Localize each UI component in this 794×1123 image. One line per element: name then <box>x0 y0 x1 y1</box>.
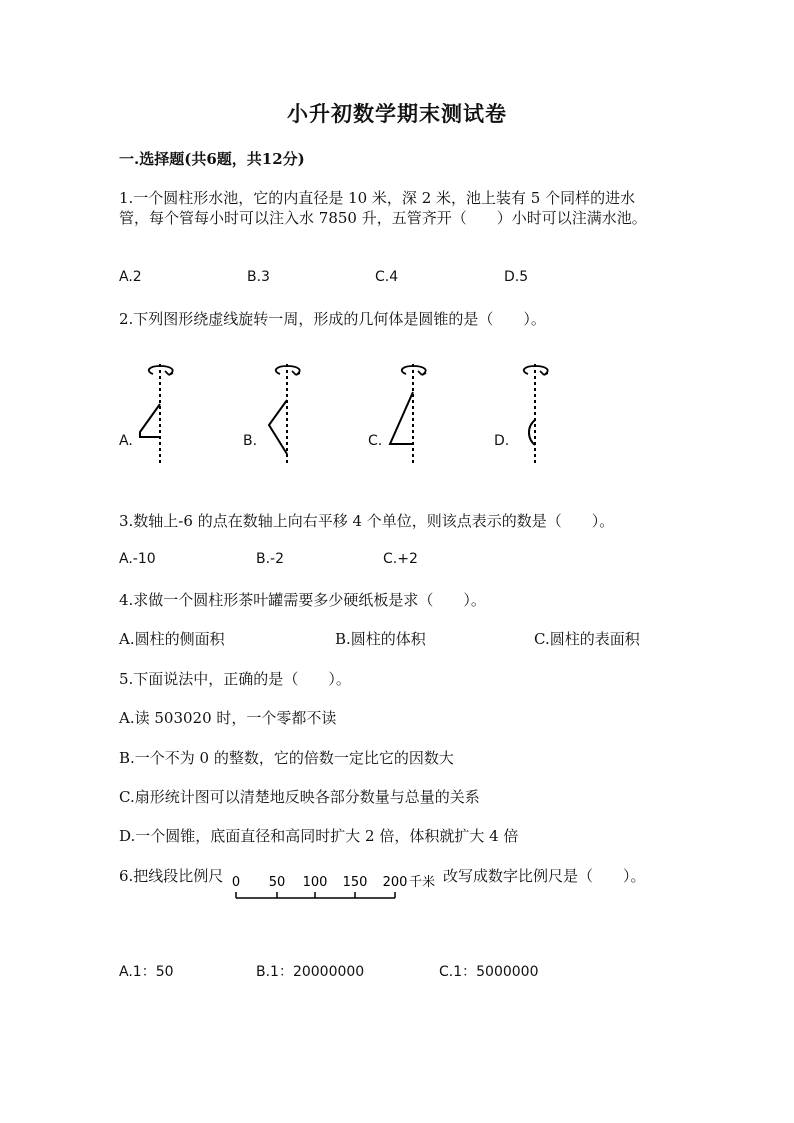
q5-option-a: A.读 503020 时，一个零都不读 <box>119 709 337 727</box>
question-1-line-2: 管，每个管每小时可以注入水 7850 升，五管齐开（ ）小时可以注满水池。 <box>119 209 647 227</box>
q2-figure-c <box>388 362 438 468</box>
question-6-text-after: 改写成数字比例尺是（ ）。 <box>443 867 646 885</box>
scale-label-200: 200 <box>382 875 408 890</box>
trapezoid-shape <box>140 404 160 437</box>
q6-option-a: A.1：50 <box>119 964 174 980</box>
question-3-text: 3.数轴上-6 的点在数轴上向右平移 4 个单位，则该点表示的数是（ ）。 <box>119 512 615 530</box>
q1-option-a: A.2 <box>119 269 142 285</box>
scale-label-100: 100 <box>302 875 328 890</box>
section-heading: 一.选择题(共6题，共12分) <box>119 150 305 168</box>
q3-option-a: A.-10 <box>119 551 156 567</box>
q5-option-d: D.一个圆锥，底面直径和高同时扩大 2 倍，体积就扩大 4 倍 <box>119 827 519 845</box>
q4-option-b: B.圆柱的体积 <box>335 630 426 648</box>
scale-label-150: 150 <box>342 875 368 890</box>
triangle-shape <box>390 392 413 444</box>
q6-option-b: B.1：20000000 <box>256 964 365 980</box>
q1-option-b: B.3 <box>247 269 270 285</box>
q1-option-d: D.5 <box>504 269 529 285</box>
question-5-text: 5.下面说法中，正确的是（ ）。 <box>119 670 351 688</box>
q2-label-b: B. <box>243 433 258 449</box>
q4-option-c: C.圆柱的表面积 <box>534 630 640 648</box>
scale-bar <box>232 872 452 904</box>
scale-label-50: 50 <box>268 875 286 890</box>
question-6-text-before: 6.把线段比例尺 <box>119 867 224 885</box>
q3-option-b: B.-2 <box>256 551 285 567</box>
q2-figure-b <box>262 362 312 468</box>
q5-option-b: B.一个不为 0 的整数，它的倍数一定比它的因数大 <box>119 749 454 767</box>
question-2-text: 2.下列图形绕虚线旋转一周，形成的几何体是圆锥的是（ ）。 <box>119 310 546 328</box>
q2-figure-d <box>510 362 560 468</box>
q2-figure-a <box>135 362 185 468</box>
q3-option-c: C.+2 <box>383 551 418 567</box>
chevron-shape <box>269 400 287 454</box>
q4-option-a: A.圆柱的侧面积 <box>119 630 225 648</box>
q6-option-c: C.1：5000000 <box>439 964 539 980</box>
q5-option-c: C.扇形统计图可以清楚地反映各部分数量与总量的关系 <box>119 788 480 806</box>
q2-label-a: A. <box>119 433 133 449</box>
page-title: 小升初数学期末测试卷 <box>287 101 507 126</box>
q1-option-c: C.4 <box>375 269 399 285</box>
scale-label-0: 0 <box>231 875 241 890</box>
q2-label-c: C. <box>368 433 383 449</box>
scale-unit: 千米 <box>409 875 436 890</box>
q2-label-d: D. <box>494 433 510 449</box>
question-4-text: 4.求做一个圆柱形茶叶罐需要多少硬纸板是求（ ）。 <box>119 591 486 609</box>
question-1-line-1: 1.一个圆柱形水池，它的内直径是 10 米，深 2 米，池上装有 5 个同样的进水 <box>119 189 636 207</box>
